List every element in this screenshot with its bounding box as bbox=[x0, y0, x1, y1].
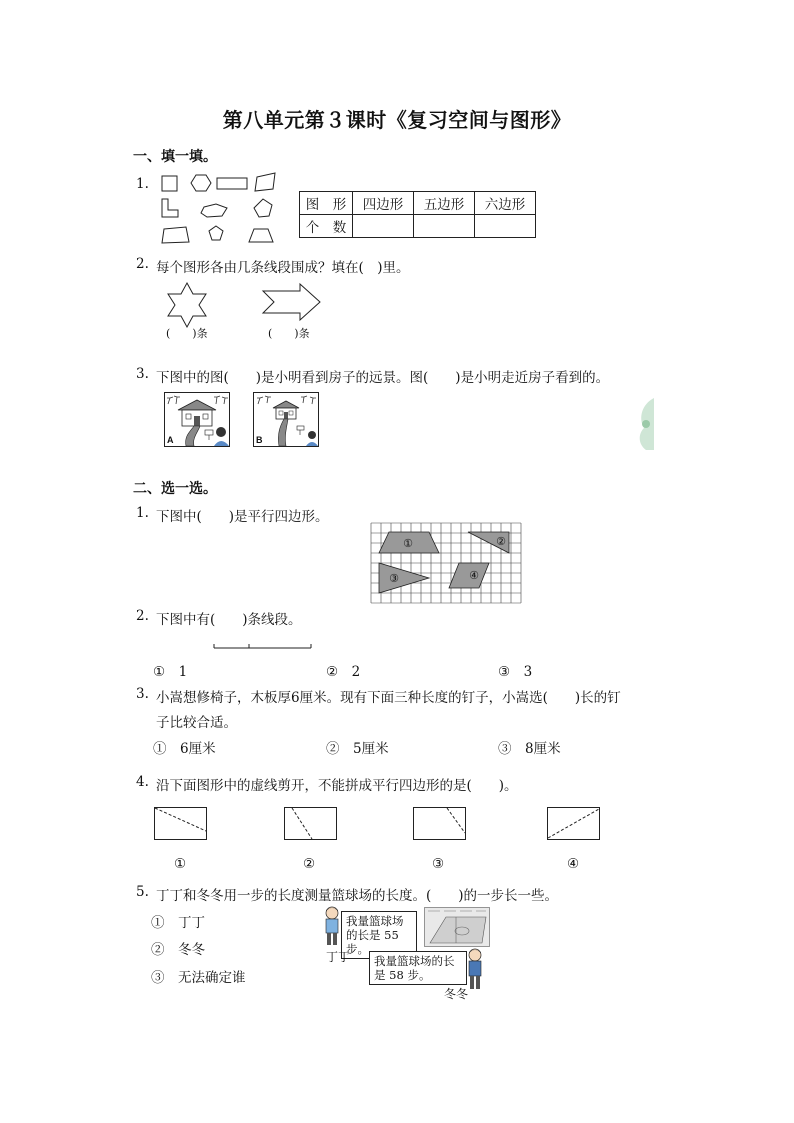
s2-q5-text: 丁丁和冬冬用一步的长度测量篮球场的长度。( )的一步长一些。 bbox=[156, 888, 559, 904]
basketball-court-picture bbox=[424, 907, 490, 947]
arrow-shape bbox=[262, 283, 322, 321]
speech-bubble-dingding: 我量篮球场的长是 55 步。 bbox=[341, 911, 417, 959]
triangle-figure-3 bbox=[379, 563, 429, 593]
cut-rectangle-3 bbox=[413, 807, 467, 841]
square-shape bbox=[162, 176, 177, 191]
s2-q5-option-2[interactable]: ② 冬冬 bbox=[151, 942, 205, 958]
s2-q3-text-line2: 子比较合适。 bbox=[156, 715, 237, 731]
s2-q4-option-4[interactable]: ④ bbox=[567, 856, 580, 872]
s2-q5-option-1[interactable]: ① 丁丁 bbox=[151, 915, 205, 931]
s1-q3-text: 下图中的图( )是小明看到房子的远景。图( )是小明走近房子看到的。 bbox=[156, 370, 610, 386]
hexagon-shape bbox=[191, 175, 211, 191]
s1-q2-blank-1[interactable]: ( )条 bbox=[166, 327, 208, 340]
table-header-cell: 六边形 bbox=[475, 192, 536, 215]
table-answer-cell[interactable] bbox=[353, 215, 414, 238]
s2-q1-number: 1. bbox=[136, 505, 149, 521]
house-picture-b bbox=[253, 392, 319, 447]
table-header-cell: 图 形 bbox=[300, 192, 353, 215]
picture-label-a: A bbox=[167, 435, 174, 445]
figure-label-4: ④ bbox=[469, 569, 479, 582]
house-picture-a bbox=[164, 392, 230, 447]
table-answer-cell[interactable] bbox=[475, 215, 536, 238]
s1-q1-table bbox=[299, 191, 536, 238]
quad-shape bbox=[162, 227, 189, 243]
s2-q2-option-2[interactable]: ② 2 bbox=[326, 664, 361, 680]
s1-q1-number: 1. bbox=[136, 176, 149, 192]
s2-q3-option-3[interactable]: ③ 8厘米 bbox=[498, 741, 561, 757]
s1-q1-shapes bbox=[155, 170, 285, 250]
s2-q2-option-1[interactable]: ① 1 bbox=[153, 664, 188, 680]
s2-q4-option-2[interactable]: ② bbox=[303, 856, 316, 872]
name-dingding: 丁丁 bbox=[326, 950, 351, 964]
s2-q4-option-1[interactable]: ① bbox=[174, 856, 187, 872]
s1-q2-blank-2[interactable]: ( )条 bbox=[268, 327, 310, 340]
s2-q3-option-2[interactable]: ② 5厘米 bbox=[326, 741, 389, 757]
s2-q4-text: 沿下面图形中的虚线剪开，不能拼成平行四边形的是( )。 bbox=[156, 778, 518, 794]
s1-q3-number: 3. bbox=[136, 366, 149, 382]
s2-q3-option-1[interactable]: ① 6厘米 bbox=[153, 741, 216, 757]
s2-q3-number: 3. bbox=[136, 686, 149, 702]
s2-q4-option-3[interactable]: ③ bbox=[432, 856, 445, 872]
star-shape bbox=[165, 283, 209, 327]
s2-q2-text: 下图中有( )条线段。 bbox=[156, 612, 302, 628]
speech-bubble-dongdong: 我量篮球场的长是 58 步。 bbox=[369, 951, 467, 985]
line-segments-figure bbox=[213, 642, 313, 652]
table-row-label: 个 数 bbox=[300, 215, 353, 238]
table-answer-cell[interactable] bbox=[414, 215, 475, 238]
figure-label-2: ② bbox=[496, 535, 506, 548]
s2-q2-number: 2. bbox=[136, 608, 149, 624]
s2-q2-option-3[interactable]: ③ 3 bbox=[498, 664, 533, 680]
rectangle-shape bbox=[217, 178, 247, 189]
pentagon-tilted-shape bbox=[254, 199, 272, 217]
s1-q2-text: 每个图形各由几条线段围成？填在( )里。 bbox=[156, 260, 410, 276]
section1-heading: 一、填一填。 bbox=[133, 149, 217, 165]
table-header-cell: 五边形 bbox=[414, 192, 475, 215]
s2-q4-number: 4. bbox=[136, 774, 149, 790]
cut-rectangle-4 bbox=[547, 807, 601, 841]
figure-label-3: ③ bbox=[389, 572, 399, 585]
s2-q5-number: 5. bbox=[136, 884, 149, 900]
s1-q2-number: 2. bbox=[136, 256, 149, 272]
cut-rectangle-2 bbox=[284, 807, 338, 841]
parallelogram-shape bbox=[255, 173, 275, 191]
cut-rectangle-1 bbox=[154, 807, 208, 841]
hexagon-wide-shape bbox=[201, 204, 227, 217]
table-header-cell: 四边形 bbox=[353, 192, 414, 215]
grid-figure bbox=[370, 522, 522, 602]
boy-dingding-figure bbox=[322, 906, 342, 948]
l-hexagon-shape bbox=[162, 199, 178, 217]
pentagon-shape bbox=[209, 226, 223, 240]
s2-q3-text-line1: 小嵩想修椅子，木板厚6厘米。现有下面三种长度的钉子，小嵩选( )长的钉 bbox=[156, 690, 621, 706]
section2-heading: 二、选一选。 bbox=[133, 481, 217, 497]
page-title: 第八单元第３课时《复习空间与图形》 bbox=[222, 108, 572, 132]
s2-q5-option-3[interactable]: ③ 无法确定谁 bbox=[151, 970, 246, 986]
name-dongdong: 冬冬 bbox=[444, 987, 469, 1001]
s2-q1-text: 下图中( )是平行四边形。 bbox=[156, 509, 329, 525]
picture-label-b: B bbox=[256, 435, 263, 445]
edge-decoration-icon bbox=[634, 398, 654, 450]
trapezoid-shape bbox=[249, 229, 273, 242]
figure-label-1: ① bbox=[403, 537, 413, 550]
